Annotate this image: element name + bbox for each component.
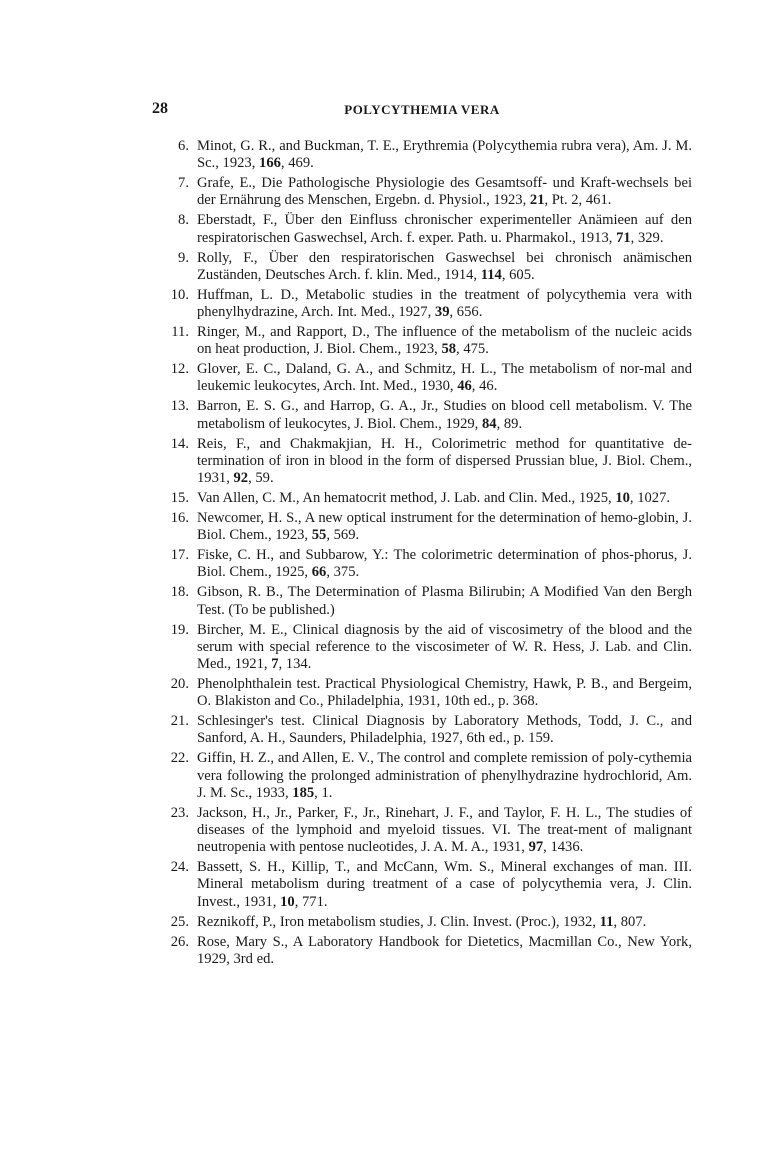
reference-volume: 21 (529, 192, 545, 209)
reference-text: Eberstadt, F., Über den Einfluss chronischer experimenteller Anämieen auf den respiratorischen Gaswechsel, Arch. f. exper. Path. u. Pharmakol., 1913, (197, 212, 692, 246)
reference-item (152, 676, 692, 710)
reference-number: 9. (178, 249, 189, 266)
reference-text: Jackson, H., Jr., Parker, F., Jr., Rinehart, J. F., and Taylor, F. H. L., The studies of diseases of the lymphoid and myeloid tissues. VI. The treat-ment of malignant neutropenia with pentose nucleotides, J. A. M. A., 1931, (197, 804, 692, 856)
reference-number: 17. (170, 547, 189, 564)
reference-volume: 185 (292, 784, 315, 801)
reference-item (152, 436, 692, 488)
reference-tail: , 134. (278, 656, 312, 673)
reference-tail: , 807. (613, 913, 647, 930)
reference-tail: , 475. (456, 341, 489, 358)
reference-item (152, 175, 692, 209)
reference-text: Reis, F., and Chakmakjian, H. H., Colorimetric method for quantitative de-termination of iron in blood in the form of dispersed Prussian blue, J. Biol. Chem., 1931, (197, 435, 692, 487)
reference-tail: , 469. (280, 155, 314, 172)
reference-text: Schlesinger's test. Clinical Diagnosis by Laboratory Methods, Todd, J. C., and Sanford, A. H., Saunders, Philadelphia, 1927, 6th ed., p. 159. (197, 713, 692, 747)
reference-number: 23. (170, 804, 189, 821)
reference-text: Van Allen, C. M., An hematocrit method, J. Lab. and Clin. Med., 1925, (197, 490, 616, 507)
reference-number: 20. (170, 676, 189, 693)
reference-text: Glover, E. C., Daland, G. A., and Schmitz, H. L., The metabolism of nor-mal and leukemic leukocytes, Arch. Int. Med., 1930, (197, 361, 692, 395)
reference-number: 18. (170, 584, 189, 601)
reference-number: 8. (178, 212, 189, 229)
reference-text: Phenolphthalein test. Practical Physiological Chemistry, Hawk, P. B., and Bergeim, O. Blakiston and Co., Philadelphia, 1931, 10th ed., p. 368. (197, 676, 692, 710)
reference-item (152, 584, 692, 618)
reference-number: 12. (170, 361, 189, 378)
reference-list (152, 138, 692, 971)
reference-number: 7. (178, 175, 189, 192)
reference-text: Ringer, M., and Rapport, D., The influence of the metabolism of the nucleic acids on heat production, J. Biol. Chem., 1923, (197, 324, 692, 358)
reference-item (152, 212, 692, 246)
reference-text: Huffman, L. D., Metabolic studies in the treatment of polycythemia vera with phenylhydrazine, Arch. Int. Med., 1927, (197, 286, 692, 321)
reference-number: 22. (170, 750, 189, 767)
reference-item (152, 398, 692, 432)
reference-volume: 7 (271, 656, 279, 673)
reference-item (152, 750, 692, 802)
reference-text: Gibson, R. B., The Determination of Plasma Bilirubin; A Modified Van den Bergh Test. (To be published.) (197, 584, 692, 618)
reference-volume: 166 (259, 155, 281, 172)
reference-tail: , 1027. (629, 490, 671, 507)
reference-item (152, 859, 692, 911)
reference-item (152, 510, 692, 544)
reference-number: 26. (170, 933, 189, 950)
reference-item (152, 713, 692, 747)
reference-tail: , 771. (294, 893, 328, 910)
reference-text: Bircher, M. E., Clinical diagnosis by the aid of viscosimetry of the blood and the serum with special reference to the viscosimeter of W. R. Hess, J. Lab. and Clin. Med., 1921, (197, 621, 692, 673)
reference-number: 11. (171, 324, 189, 341)
reference-number: 6. (178, 138, 189, 154)
reference-volume: 11 (599, 913, 614, 930)
reference-volume: 55 (311, 527, 327, 544)
reference-text: Grafe, E., Die Pathologische Physiologie des Gesamtsoff- und Kraft-wechsels bei der Ernährung des Menschen, Ergebn. d. Physiol., 1923, (197, 175, 692, 209)
running-title: POLYCYTHEMIA VERA (344, 102, 500, 117)
reference-volume: 10 (615, 490, 630, 507)
reference-item (152, 287, 692, 321)
reference-number: 16. (170, 510, 189, 527)
reference-text: Bassett, S. H., Killip, T., and McCann, Wm. S., Mineral exchanges of man. III. Mineral metabolism during treatment of a case of polycythemia vera, J. Clin. Invest., 1931, (197, 859, 692, 910)
reference-number: 15. (170, 490, 189, 507)
reference-item (152, 934, 692, 968)
reference-volume: 10 (280, 893, 295, 910)
reference-volume: 66 (311, 564, 327, 581)
reference-text: Reznikoff, P., Iron metabolism studies, J. Clin. Invest. (Proc.), 1932, (197, 913, 600, 930)
reference-item (152, 622, 692, 674)
reference-number: 10. (170, 286, 189, 303)
reference-tail: , 605. (501, 266, 535, 283)
reference-item (152, 138, 692, 172)
reference-volume: 46 (457, 378, 472, 395)
reference-item (152, 361, 692, 395)
page-number: 28 (152, 100, 168, 117)
reference-text: Rose, Mary S., A Laboratory Handbook for Dietetics, Macmillan Co., New York, 1929, 3rd ed. (197, 933, 692, 967)
reference-tail: , Pt. 2, 461. (544, 192, 612, 209)
reference-text: Minot, G. R., and Buckman, T. E., Erythremia (Polycythemia rubra vera), Am. J. M. Sc., 1923, (197, 138, 692, 172)
reference-item (152, 914, 692, 931)
reference-volume: 114 (480, 266, 502, 283)
page-header (152, 100, 692, 122)
reference-item (152, 490, 692, 507)
reference-tail: , 1. (314, 784, 333, 801)
reference-item (152, 324, 692, 358)
reference-text: Barron, E. S. G., and Harrop, G. A., Jr., Studies on blood cell metabolism. V. The metabolism of leukocytes, J. Biol. Chem., 1929, (197, 398, 692, 432)
reference-number: 19. (170, 621, 189, 638)
reference-item (152, 547, 692, 581)
reference-volume: 84 (481, 415, 497, 432)
reference-tail: , 569. (326, 527, 360, 544)
reference-volume: 58 (441, 341, 457, 358)
reference-number: 25. (170, 913, 189, 930)
reference-tail: , 656. (449, 304, 483, 321)
reference-text: Rolly, F., Über den respiratorischen Gaswechsel bei chronisch anämischen Zuständen, Deutsches Arch. f. klin. Med., 1914, (197, 249, 692, 283)
reference-text: Fiske, C. H., and Subbarow, Y.: The colorimetric determination of phos-phorus, J. Biol. Chem., 1925, (197, 547, 692, 581)
reference-tail: , 59. (248, 470, 274, 487)
reference-number: 21. (170, 713, 189, 730)
reference-volume: 97 (528, 839, 544, 856)
reference-number: 13. (170, 398, 189, 415)
reference-item (152, 250, 692, 284)
reference-number: 24. (170, 859, 189, 876)
reference-text: Giffin, H. Z., and Allen, E. V., The control and complete remission of poly-cythemia vera following the prolonged administration of phenylhydrazine hydrochlorid, Am. J. M. Sc., 1933, (197, 750, 692, 801)
reference-text: Newcomer, H. S., A new optical instrument for the determination of hemo-globin, J. Biol. Chem., 1923, (197, 510, 692, 544)
reference-number: 14. (170, 435, 189, 452)
reference-item (152, 805, 692, 857)
reference-tail: , 89. (496, 415, 523, 432)
reference-tail: , 329. (630, 229, 664, 246)
reference-tail: , 1436. (543, 839, 584, 856)
reference-volume: 92 (233, 470, 249, 487)
reference-volume: 39 (434, 304, 450, 321)
reference-tail: , 46. (471, 378, 498, 395)
reference-tail: , 375. (326, 564, 360, 581)
reference-volume: 71 (616, 229, 631, 246)
